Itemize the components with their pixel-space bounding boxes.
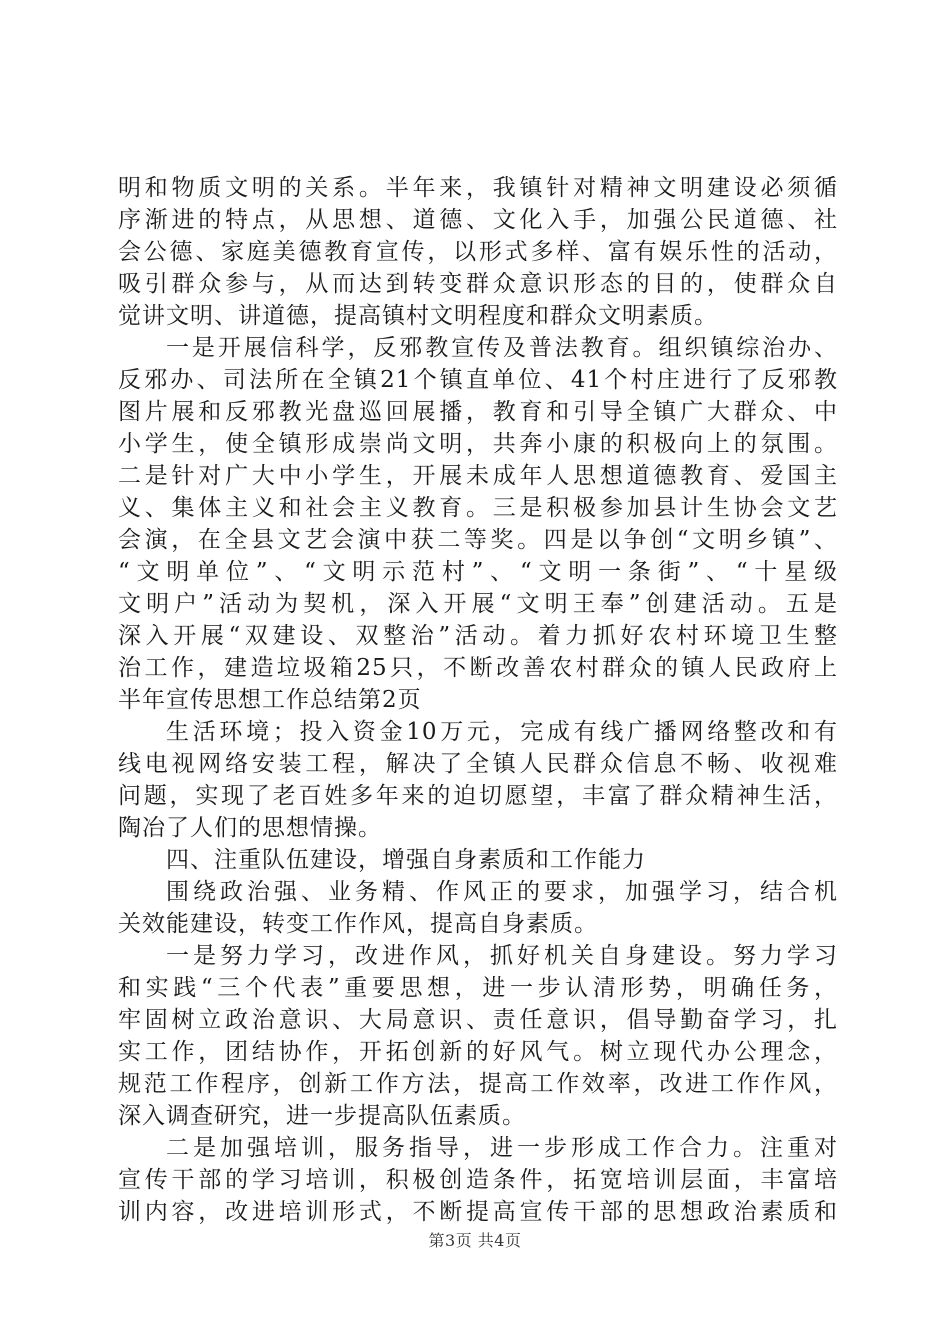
- document-body: [118, 172, 838, 1228]
- text-line: 二是加强培训，服务指导，进一步形成工作合力。注重对: [166, 1135, 838, 1161]
- text-line: 治工作，建造垃圾箱25只，不断改善农村群众的镇人民政府上: [118, 655, 838, 681]
- text-line: 会演，在全县文艺会演中获二等奖。四是以争创“文明乡镇”、: [118, 527, 838, 553]
- text-line: 实工作，团结协作，开拓创新的好风气。树立现代办公理念，: [118, 1039, 838, 1065]
- text-line: 二是针对广大中小学生，开展未成年人思想道德教育、爱国主: [118, 463, 838, 489]
- text-line: 关效能建设，转变工作作风，提高自身素质。: [118, 911, 598, 937]
- text-line: 义、集体主义和社会主义教育。三是积极参加县计生协会文艺: [118, 495, 838, 521]
- text-line: 文明户”活动为契机，深入开展“文明王奉”创建活动。五是: [118, 591, 838, 617]
- text-line: 问题，实现了老百姓多年来的迫切愿望，丰富了群众精神生活，: [118, 783, 838, 809]
- text-line: 一是开展信科学，反邪教宣传及普法教育。组织镇综治办、: [166, 335, 838, 361]
- text-line: 反邪办、司法所在全镇21个镇直单位、41个村庄进行了反邪教: [118, 367, 838, 393]
- text-line: 线电视网络安装工程，解决了全镇人民群众信息不畅、收视难: [118, 751, 838, 777]
- text-line: 深入调查研究，进一步提高队伍素质。: [118, 1103, 526, 1129]
- text-line: 规范工作程序，创新工作方法，提高工作效率，改进工作作风，: [118, 1071, 838, 1097]
- text-line: 半年宣传思想工作总结第2页: [118, 687, 422, 713]
- text-line: “文明单位”、“文明示范村”、“文明一条街”、“十星级: [118, 559, 838, 585]
- text-line: 宣传干部的学习培训，积极创造条件，拓宽培训层面，丰富培: [118, 1167, 838, 1193]
- text-line: 小学生，使全镇形成崇尚文明，共奔小康的积极向上的氛围。: [118, 431, 838, 457]
- text-line: 序渐进的特点，从思想、道德、文化入手，加强公民道德、社: [118, 207, 838, 233]
- text-line: 和实践“三个代表”重要思想，进一步认清形势，明确任务，: [118, 975, 838, 1001]
- text-line: 生活环境；投入资金10万元，完成有线广播网络整改和有: [166, 719, 838, 745]
- text-line: 围绕政治强、业务精、作风正的要求，加强学习，结合机: [166, 879, 838, 905]
- text-line: 训内容，改进培训形式，不断提高宣传干部的思想政治素质和: [118, 1199, 838, 1225]
- text-line: 明和物质文明的关系。半年来，我镇针对精神文明建设必须循: [118, 175, 838, 201]
- text-line: 牢固树立政治意识、大局意识、责任意识，倡导勤奋学习，扎: [118, 1007, 838, 1033]
- page-footer: 第3页 共4页: [428, 1231, 522, 1250]
- text-line: 觉讲文明、讲道德，提高镇村文明程度和群众文明素质。: [118, 303, 718, 329]
- section-heading: 四、注重队伍建设，增强自身素质和工作能力: [166, 847, 646, 873]
- text-line: 一是努力学习，改进作风，抓好机关自身建设。努力学习: [166, 943, 838, 969]
- text-line: 深入开展“双建设、双整治”活动。着力抓好农村环境卫生整: [118, 623, 838, 649]
- text-line: 会公德、家庭美德教育宣传，以形式多样、富有娱乐性的活动，: [118, 239, 838, 265]
- text-line: 吸引群众参与，从而达到转变群众意识形态的目的，使群众自: [118, 271, 838, 297]
- text-line: 图片展和反邪教光盘巡回展播，教育和引导全镇广大群众、中: [118, 399, 838, 425]
- text-line: 陶冶了人们的思想情操。: [118, 815, 382, 841]
